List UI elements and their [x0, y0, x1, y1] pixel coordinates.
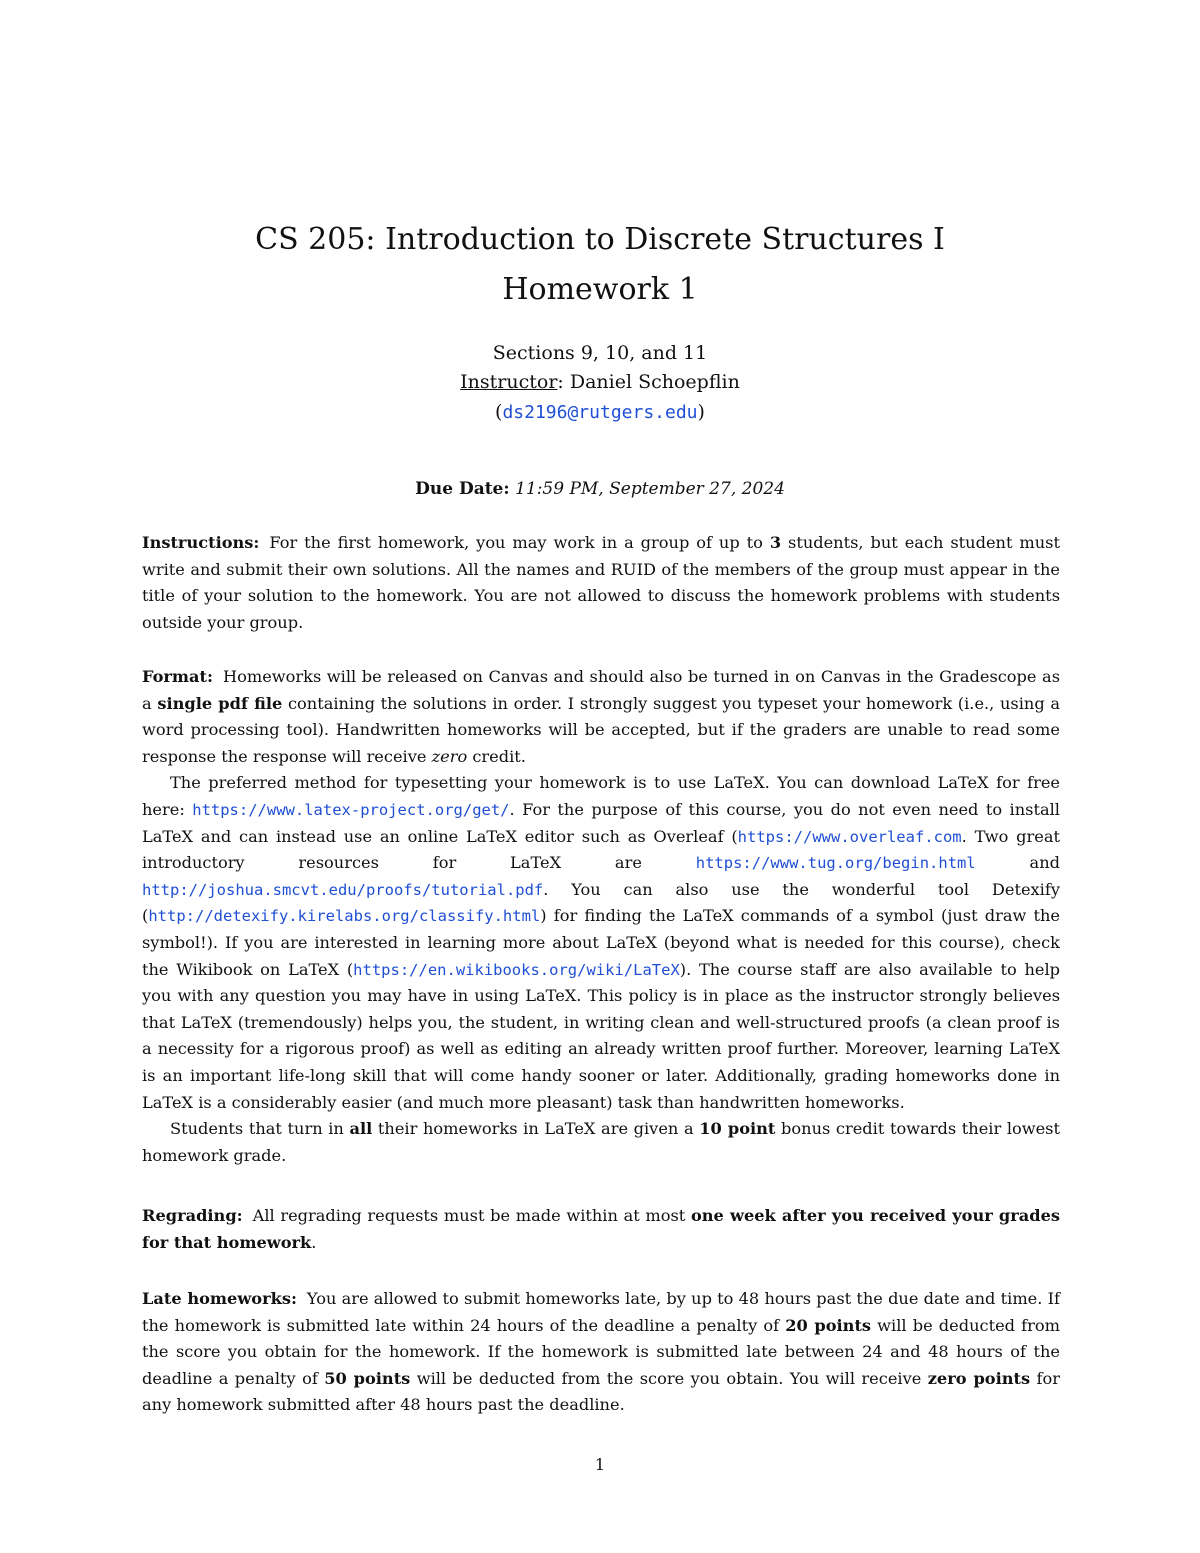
penalty-50-emphasis: 50 points	[324, 1368, 411, 1388]
instructor-name: : Daniel Schoepflin	[557, 371, 740, 393]
latex-text-3: . Two great introductory resources for LaTeX are	[142, 826, 1060, 873]
bonus-text-3: bonus credit towards their lowest homework grade.	[142, 1119, 1060, 1165]
bonus-points-emphasis: 10 point	[699, 1119, 776, 1139]
sections-line: Sections 9, 10, and 11	[492, 342, 708, 364]
regrading-deadline-emphasis: one week after you received your grades for that homework	[142, 1206, 1060, 1252]
single-pdf-emphasis: single pdf file	[157, 693, 283, 713]
late-text-4: for any homework submitted after 48 hours past the deadline.	[142, 1368, 1060, 1415]
regrading-section	[142, 1203, 1060, 1256]
tutorial-link[interactable]: http://joshua.smcvt.edu/proofs/tutorial.pdf	[142, 880, 544, 899]
all-emphasis: all	[349, 1119, 373, 1139]
latex-text: The preferred method for typesetting your homework is to use LaTeX. You can download LaTeX for free here:	[142, 773, 1060, 819]
instructions-text: For the first homework, you may work in a group of up to	[269, 533, 770, 552]
instructor-email-link[interactable]: ds2196@rutgers.edu	[502, 402, 698, 423]
late-text-3: will be deducted from the score you obtain. You will receive	[410, 1368, 928, 1388]
zero-emphasis: zero	[431, 746, 468, 766]
bonus-text-2: their homeworks in LaTeX are given a	[372, 1119, 700, 1139]
group-size: 3	[769, 533, 782, 552]
late-text: You are allowed to submit homeworks late, by up to 48 hours past the due date and time. If the homework is submitted late within 24 hours of the deadline a penalty of	[142, 1289, 1060, 1335]
due-date-line	[0, 476, 1200, 502]
tug-link[interactable]: https://www.tug.org/begin.html	[695, 854, 976, 873]
regrading-text: All regrading requests must be made within at most	[252, 1206, 691, 1225]
format-text: Homeworks will be released on Canvas and should also be turned in on Canvas in the Gradescope as a	[142, 667, 1060, 713]
instructor-label: Instructor	[460, 371, 558, 393]
page-title: CS 205: Introduction to Discrete Structures I	[255, 222, 945, 257]
latex-text-7: ). The course staff are also available to help you with any question you may have in using LaTeX. This policy is in place as the instructor strongly believes that LaTeX (tremendously) helps you, the student, in writing clean and well-structured proofs (a clean proof is a necessity for a rigorous proof) as well as editing an already written proof further. Moreover, learning LaTeX is an important life-long skill that will come handy sooner or later. Additionally, grading homeworks done in LaTeX is a considerably easier (and much more pleasant) task than handwritten homeworks.	[142, 959, 1060, 1112]
due-date-value: 11:59 PM, September 27, 2024	[515, 479, 785, 499]
regrading-text-2: .	[311, 1232, 317, 1252]
detexify-link[interactable]: http://detexify.kirelabs.org/classify.html	[148, 907, 541, 926]
format-section	[142, 664, 1060, 1169]
format-text-2: containing the solutions in order. I strongly suggest you typeset your homework (i.e., using a word processing tool). Handwritten homeworks will be accepted, but if the graders are unable to read some response the response will receive	[142, 693, 1061, 766]
due-date-label: Due Date:	[415, 479, 510, 499]
bonus-text: Students that turn in	[170, 1119, 350, 1139]
instructor-line	[0, 369, 1200, 396]
homework-subtitle: Homework 1	[502, 272, 698, 307]
wikibook-link[interactable]: https://en.wikibooks.org/wiki/LaTeX	[353, 960, 680, 979]
late-homeworks-section	[142, 1286, 1060, 1419]
latex-text-4: and	[975, 853, 1060, 873]
penalty-20-emphasis: 20 points	[785, 1315, 872, 1335]
late-heading: Late homeworks:	[142, 1289, 297, 1308]
instructions-text-2: students, but each student must write and submit their own solutions. All the names and RUID of the members of the group must appear in the title of your solution to the homework. You are not allowed to discuss the homework problems with students outside your group.	[142, 533, 1060, 632]
latex-text-6: ) for finding the LaTeX commands of a symbol (just draw the symbol!). If you are interested in learning more about LaTeX (beyond what is needed for this course), check the Wikibook on LaTeX (	[142, 906, 1060, 979]
page-number: 1	[594, 1455, 606, 1474]
instructions-heading: Instructions:	[142, 533, 260, 552]
latex-project-link[interactable]: https://www.latex-project.org/get/	[192, 800, 510, 819]
regrading-heading: Regrading:	[142, 1206, 243, 1225]
overleaf-link[interactable]: https://www.overleaf.com	[737, 827, 962, 846]
zero-points-emphasis: zero points	[927, 1368, 1031, 1388]
late-text-2: will be deducted from the score you obtain for the homework. If the homework is submitted late between 24 and 48 hours of the deadline a penalty of	[142, 1315, 1060, 1388]
email-line: (ds2196@rutgers.edu)	[495, 401, 705, 423]
format-heading: Format:	[142, 667, 214, 686]
instructions-section	[142, 530, 1060, 636]
latex-text-5: . You can also use the wonderful tool Detexify (	[142, 879, 1060, 926]
latex-text-2: . For the purpose of this course, you do not even need to install LaTeX and can instead use an online LaTeX editor such as Overleaf (	[142, 799, 1060, 846]
format-text-3: credit.	[467, 746, 526, 766]
